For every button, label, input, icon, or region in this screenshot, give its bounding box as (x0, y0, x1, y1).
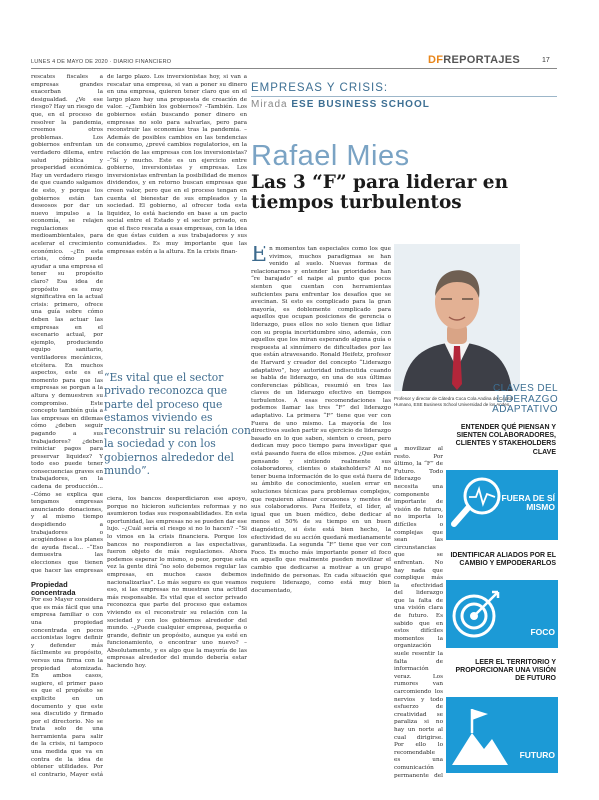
article-column-1b (31, 578, 103, 778)
subheading-propiedad: Propiedad concentrada (31, 580, 76, 597)
column-3-text (251, 246, 391, 595)
card-label-foco: FOCO (530, 627, 555, 637)
header-rule (31, 68, 557, 69)
page-number: 17 (542, 57, 550, 64)
brand-df: DF (428, 54, 444, 66)
date-line: LUNES 4 DE MAYO DE 2020 · DIARIO FINANCIERO (31, 59, 172, 65)
column-2b-text: ciera, los bancos desperdiciaron ese apoyo, porque no hicieron suficientes reformas y no asumieron todas sus responsabilidades. En esta oportunidad, las empresas no se pueden dar ese lujo. –¿Cuál sería el riesgo si no lo hacen? –“Si lo vimos en la crisis financiera. Porque los bancos no respondieron a las expectativas, fueron objeto de más regulaciones. Ahora podemos esperar lo mismo, o peor, porque esta vez la gente dirá “no solo debemos regular las empresas, en muchos casos debemos nacionalizarlas”. Lo más seguro es que veamos eso, si las empresas no muestran una actitud más responsable. Es vital que el sector privado reconozca que parte del proceso que estamos viviendo es el reconstruir su relación con la sociedad y con los gobiernos alrededor del mundo. –¿Puede cualquier empresa, pequeña o grande, definir un propósito, aunque ya esté en funcionamiento, o encontrar uno nuevo? –Absolutamente, y es algo que la mayoría de las empresas alrededor del mundo debería estar haciendo hoy. (107, 496, 247, 670)
sidebar-card-text: ENTENDER QUÉ PIENSAN Y SIENTEN COLABORADORES, CLIENTES Y STAKEHOLDERS CLAVE (446, 420, 558, 470)
article-column-1 (31, 74, 103, 574)
brand-reportajes: REPORTAJES (443, 54, 521, 66)
photo-caption: Profesor y director de Cátedra Coca Cola Andina de Capital Humano, ESE Business School Universidad de los Andes. (394, 396, 514, 407)
card-label-fuera: FUERA DE SÍ MISMO (501, 493, 555, 512)
section-kicker: EMPRESAS Y CRISIS: (251, 82, 389, 94)
article-column-3 (251, 246, 391, 778)
flag-mountain-icon (450, 703, 510, 769)
sidebar-card-fuera (446, 420, 558, 540)
headline: Las 3 “F” para liderar en tiempos turbulentos (251, 172, 509, 213)
drop-cap: E (251, 246, 268, 267)
column-1-text: rescates fiscales a empresas grandes exacerban la desigualdad. ¿Ve ese riesgo? Hay un riesgo de que, en el proceso de resolver la pandemia, creemos otros problemas. Los gobiernos enfrentan un verdadero dilema, entre salud pública y prosperidad económica. Hay un verdadero riesgo de que cuando salgamos de esto, y porque los gobiernos están tan deseosos por dar un nuevo impulso a la economía, se relajen regulaciones medioambientales, para acelerar el crecimiento económico. –¿En esta crisis, cómo puede ayudar a una empresa el tener su propósito claro? Esa idea de propósito es muy significativa en la actual crisis: primero, ofrece una guía sobre cómo deben las actuar las empresas en el escenario actual, por ejemplo, produciendo equipo sanitario, ventiladores mecánicos, etcétera. En muchos aspectos, este es el momento para que las empresas se porgan a la altura y demuestren su compromiso. Este concepto también guía a las empresas en dilemas cómo ¿deben seguir pagando a sus trabajadores? ¿deben reiniciar pagos para preservar liquidez? Y todo eso puede tener consecuencias graves en trabajadores, en la cadena de producción... –Cómo se explica que tengamos empresas anunciando donaciones, y al mismo tiempo despidiendo a trabajadores o acogiéndose a los planes de ayuda fiscal... –“Eso demuestra las elecciones que tienen que hacer las empresas (31, 74, 103, 574)
section-rule (251, 96, 557, 97)
author-name: Rafael Mies (251, 140, 410, 172)
column-3-body: n momentos tan especiales como los que vivimos, muchos paradigmas se han venido al suelo. Nuevas formas de relacionarnos y entender las prioridades han “re barajado” el naipe al punto que pocos sienten que cuentan con herramientas suficientes para enfrentar los desafíos que se avecinan. Si esto es complicado para la gran mayoría, es doblemente complicado para aquellos que ocupan posiciones de gerencia o liderazgo, pues ellos no solo tienen que lidiar con su propia incertidumbre sino, además, con aquellos que los miran esperando alguna guía o respuesta al sinnúmero de dificultades por las que están atravesando. Ronald Heifetz, profesor de Harvard y creador del concepto “Liderazgo adaptativo”, hoy autoridad indiscutida cuando se habla de liderazgo, en una de sus últimas conferencias públicas, resumió en tres las claves de un liderazgo efectivo en tiempos turbulentos. A esas recomendaciones las podemos llamar las tres “F” del liderazgo adaptativo. La primera “F” tiene que ver con Fuera de uno mismo. La mayoría de los directivos suelen partir su ejercicio de liderazgo basado en lo que saben, sienten o creen, pero dedican muy poco tiempo para investigar que está pasando fuera de ellos mismos. ¿Que están pensando y sintiendo realmente sus colaboradores, clientes o stakeholders? Al no tener buena información de lo que está fuera de su ámbito de conocimiento, suelen errar en soluciones técnicas para problemas complejos, que requieren alinear corazones y mentes de sus colaboradores. Para Heifetz, el líder, al igual que un buen médico, debe dedicar al menos el 50% de su tiempo en un buen diagnóstico, si éste está bien hecho, la efectividad de su acción quedará medianamente garantizada. La segunda “F” tiene que ver con Foco. Es mucho más importante poner el foco en aquello que realmente pueden movilizar el cambio que dedicarse a motivar a un grupo indefinido de personas. En cada situación que requiere liderazgo, como está muy bien documentado, (251, 246, 391, 594)
column-2-text: de largo plazo. Los inversionistas hoy, si van a rescatar una empresa, si van a poner su dinero en una empresa, quieren tener claro que en el largo plazo hay una propuesta de creación de valor. –¿También los gobiernos? –También. Los gobiernos están buscando poner dinero en empresas no solo para salvarlas, pero para reconstruir las economías tras la pandemia. –Además de posibles cambios en las tendencias de consumo, ¿prevé cambios regulatorios, en la relación de las empresas con los inversionistas? –“Sí y mucho. Este es un ejercicio entre gobierno, inversionistas y empresas. Los inversionistas enfrentan la posibilidad de menos dividendos, y en retorno buscan empresas que creen valor, pero que en el proceso tengan en cuenta el bienestar de sus empleados y la sociedad. El gobierno, al ofrecer toda esta liquidez, lo está haciendo en base a un pacto social entre el Estado y el sector privado, en que el fisco rescata a esas empresas, con la idea de que éstas cuiden a sus trabajadores y sus comunidades. Es muy importante que las empresas estén a la altura. En la crisis finan- (107, 74, 247, 255)
section-sub-prefix: Mirada (251, 99, 288, 110)
sidebar-title: CLAVES DEL LIDERAZGO ADAPTATIVO (492, 383, 558, 415)
sidebar-card-foco (446, 548, 558, 648)
sidebar-card-text: IDENTIFICAR ALIADOS POR EL CAMBIO Y EMPODERARLOS (446, 548, 558, 580)
article-column-4 (394, 446, 443, 778)
author-photo (394, 244, 520, 391)
section-sub (251, 99, 430, 110)
pull-quote: “Es vital que el sector privado reconozca que parte del proceso que estamos viviendo es reconstruir su relación con la sociedad y con los gobiernos alrededor del mundo”. (104, 371, 251, 478)
target-icon (450, 586, 506, 642)
card-label-futuro: FUTURO (519, 750, 555, 760)
article-column-2 (107, 74, 247, 364)
column-4-text: a movilizar al resto. Por último, la “F” de Futuro. Todo liderazgo necesita una componente importante de visión de futuro, no importa lo difíciles o complejas que sean las circunstancias que se enfrentan. No hay nada que complique más la efectividad del liderazgo que la falta de una visión clara de futuro. Es sabido que en estos difíciles momentos la organización suele resentir la falta de información veraz. Los rumores van carcomiendo los nervios y todo esfuerzo de creatividad se paraliza si no hay un norte al cual dirigirse. Por ello lo recomendable es una comunicación permanente del (394, 446, 443, 778)
column-1b-text: Por eso Mayer considera que es más fácil que una empresa familiar o con una propiedad concentrada en pocos accionistas logre definir y defender más fácilmente su propósito, versus una firma con la propiedad atomizada. En ambos casos, sugiere, el primer paso es que el propósito se explicite en un documento y que este sea discutido y firmado por el directorio. No se trata solo de una herramienta para salir de la crisis, ni tampoco una medida que va en contra de la idea de obtener utilidades. Por el contrario, Mayer está (31, 597, 103, 778)
portrait-illustration (394, 244, 520, 391)
sidebar-card-text: LEER EL TERRITORIO Y PROPORCIONAR UNA VISIÓN DE FUTURO (446, 655, 558, 697)
article-column-2b (107, 496, 247, 778)
section-brand (428, 54, 520, 66)
section-sub-brand: ESE BUSINESS SCHOOL (291, 99, 430, 110)
sidebar-card-futuro (446, 655, 558, 773)
